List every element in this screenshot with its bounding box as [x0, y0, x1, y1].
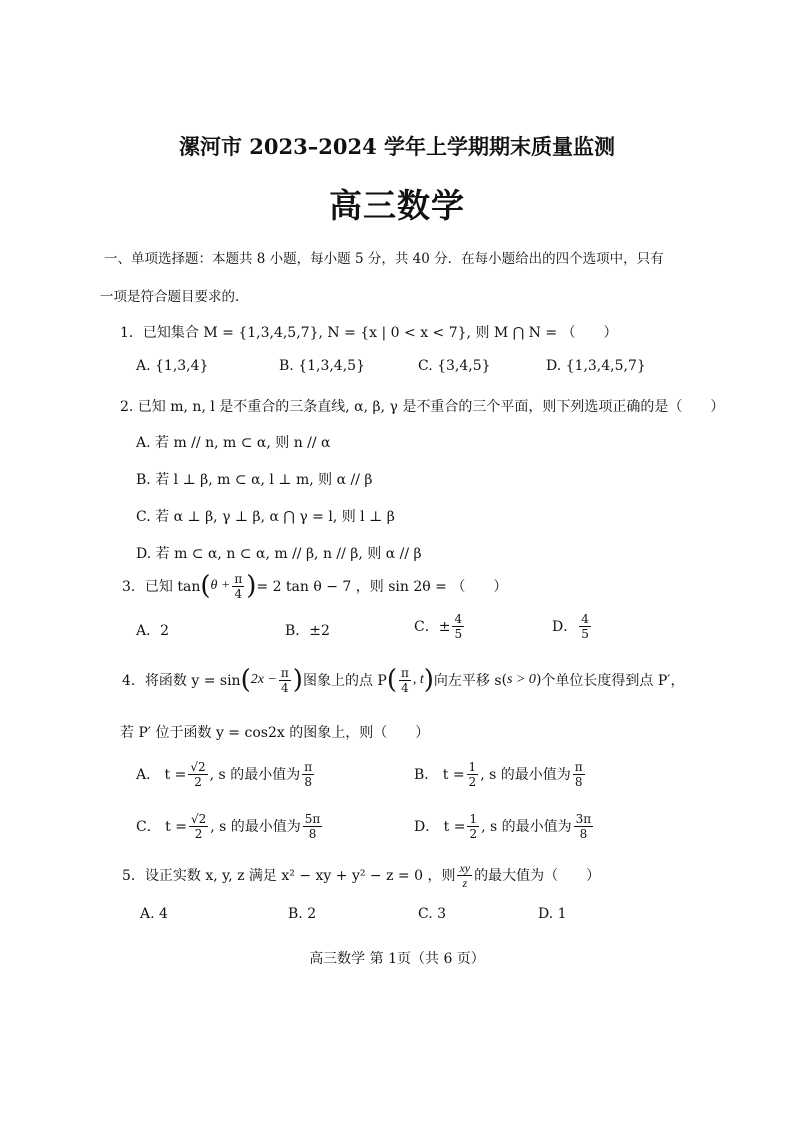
- q4-paren1-close: ): [292, 665, 303, 695]
- q1-option-c: C. {3,4,5}: [418, 358, 491, 374]
- q4-option-a-num: √2: [190, 759, 206, 774]
- q3-option-d-den: 5: [581, 626, 589, 641]
- q4-option-c-fraction: [189, 813, 208, 840]
- q5-stem: [122, 856, 600, 894]
- q4-part1: 4．将函数 y = sin: [122, 673, 241, 689]
- q2-option-a: A. 若 m // n, m ⊂ α, 则 n // α: [136, 435, 331, 451]
- q3-frac-num: π: [234, 571, 243, 586]
- q4-part2: 图象上的点 P: [302, 673, 387, 689]
- q4-frac2-num: π: [400, 665, 409, 680]
- q5-fraction: [457, 862, 472, 889]
- q3-stem: [122, 568, 507, 604]
- q4-option-d-value: [574, 813, 594, 840]
- q4-option-a-mid: , s 的最小值为: [209, 767, 301, 783]
- q4-option-c-den: 2: [194, 826, 203, 841]
- q4-option-c-value: [303, 813, 323, 840]
- q4-option-a: [136, 754, 316, 794]
- q2-option-d: D. 若 m ⊂ α, n ⊂ α, m // β, n // β, 则 α // β: [136, 546, 422, 562]
- q1-option-b: B. {1,3,4,5}: [279, 358, 365, 374]
- q4-option-b-mid: , s 的最小值为: [480, 767, 571, 783]
- q5-option-a: A. 4: [140, 906, 168, 922]
- q4-part5: s > 0: [507, 672, 536, 687]
- q4-option-d-den: 2: [469, 826, 478, 841]
- q2-option-c: C. 若 α ⊥ β, γ ⊥ β, α ⋂ γ = l, 则 l ⊥ β: [136, 509, 395, 525]
- q3-option-d-fraction: [579, 613, 591, 640]
- q4-option-d-num: 1: [469, 811, 478, 826]
- q3-prefix: 3．已知 tan: [122, 579, 201, 595]
- q4-option-b-num: 1: [468, 759, 477, 774]
- q4-option-a-label: A． t =: [136, 767, 187, 783]
- q4-paren2-close: ): [423, 665, 434, 695]
- q3-option-c-den: 5: [454, 626, 463, 641]
- q3-option-c: [414, 608, 466, 644]
- q3-option-c-num: 4: [454, 611, 463, 626]
- q4-option-b-den: 2: [468, 774, 477, 789]
- q3-inner: θ +: [210, 578, 231, 593]
- q4-option-d-fraction: [467, 813, 479, 840]
- q4-option-b-label: B． t =: [414, 767, 465, 783]
- exam-title: 漯河市 2023–2024 学年上学期期末质量监测: [178, 134, 615, 159]
- q3-frac-den: 4: [234, 586, 243, 601]
- q5-stem-part2: 的最大值为（ ）: [474, 868, 601, 884]
- q4-option-a-vnum: π: [304, 759, 313, 774]
- q3-option-a: A．2: [136, 623, 170, 639]
- q5-frac-num: xy: [459, 860, 471, 875]
- q2-stem: 2. 已知 m, n, l 是不重合的三条直线, α, β, γ 是不重合的三个平面，则下列选项正确的是（ ）: [120, 399, 725, 415]
- q1-stem: 1．已知集合 M = {1,3,4,5,7}, N = {x | 0 < x < 7}, 则 M ⋂ N = （ ）: [120, 325, 618, 341]
- section1-line1: 一、单项选择题：本题共 8 小题，每小题 5 分，共 40 分．在每小题给出的四个选项中，只有: [104, 251, 664, 267]
- q4-option-d-vnum: 3π: [575, 811, 592, 826]
- q4-option-c: [136, 806, 324, 846]
- q3-fraction: [232, 573, 244, 600]
- q5-frac-den: z: [462, 875, 468, 890]
- q4-option-d-mid: , s 的最小值为: [481, 819, 572, 835]
- q4-option-b: [414, 754, 587, 794]
- q4-option-c-num: √2: [190, 811, 207, 826]
- page-footer: 高三数学 第 1页（共 6 页）: [309, 951, 485, 967]
- q4-paren1-open: (: [240, 665, 251, 695]
- q4-part4: 向左平移 s: [433, 673, 502, 689]
- q4-option-b-value: [573, 761, 585, 788]
- q3-option-b: B．±2: [285, 623, 330, 639]
- q5-option-c: C. 3: [418, 906, 447, 922]
- q4-paren2-open: (: [386, 665, 397, 695]
- subject-title: 高三数学: [329, 186, 465, 225]
- q4-frac2: [399, 667, 411, 694]
- q4-line2: 若 P′ 位于函数 y = cos2x 的图象上，则（ ）: [120, 725, 430, 741]
- q4-part3: , t: [412, 672, 424, 687]
- q1-option-a: A. {1,3,4}: [136, 358, 209, 374]
- q4-inner1: 2x −: [250, 672, 277, 687]
- q3-option-d-label: D．: [552, 619, 578, 635]
- q5-stem-part1: 5．设正实数 x, y, z 满足 x² − xy + y² − z = 0 ，则: [122, 868, 456, 884]
- q4-paren3-close: ): [535, 672, 542, 688]
- q4-frac2-den: 4: [401, 680, 409, 695]
- q3-paren-close: ): [246, 571, 257, 601]
- q4-option-a-den: 2: [194, 774, 202, 789]
- q4-option-c-label: C． t =: [136, 819, 187, 835]
- q4-option-d-vden: 8: [579, 826, 588, 841]
- q4-option-c-vden: 8: [308, 826, 317, 841]
- q2-option-b: B. 若 l ⊥ β, m ⊂ α, l ⊥ m, 则 α // β: [136, 472, 373, 488]
- q4-part6: 个单位长度得到点 P′，: [541, 673, 685, 689]
- q4-option-d-label: D． t =: [414, 819, 466, 835]
- q4-frac1-num: π: [280, 665, 289, 680]
- q4-option-b-fraction: [467, 761, 479, 788]
- q1-option-d: D. {1,3,4,5,7}: [546, 358, 646, 374]
- q4-option-b-vden: 8: [574, 774, 583, 789]
- q4-option-c-vnum: 5π: [304, 811, 321, 826]
- q3-suffix: = 2 tan θ − 7 ，则 sin 2θ = （ ）: [256, 579, 508, 595]
- q3-option-c-fraction: [452, 613, 464, 640]
- q4-frac1-den: 4: [281, 680, 289, 695]
- q4-option-a-value: [302, 761, 314, 788]
- q3-option-c-label: C．±: [414, 619, 451, 635]
- q4-option-a-vden: 8: [304, 774, 312, 789]
- section1-line2: 一项是符合题目要求的.: [100, 289, 240, 305]
- q4-option-b-vnum: π: [574, 759, 583, 774]
- q4-stem: [122, 662, 684, 698]
- q4-option-d: [414, 806, 595, 846]
- q4-option-c-mid: , s 的最小值为: [210, 819, 301, 835]
- q5-option-d: D. 1: [538, 906, 567, 922]
- q3-option-d: [552, 608, 593, 644]
- q4-option-a-fraction: [188, 761, 207, 788]
- q4-frac1: [279, 667, 291, 694]
- q3-paren-open: (: [200, 571, 211, 601]
- q3-option-d-num: 4: [581, 611, 589, 626]
- q4-paren3-open: (: [501, 672, 508, 688]
- q5-option-b: B. 2: [288, 906, 317, 922]
